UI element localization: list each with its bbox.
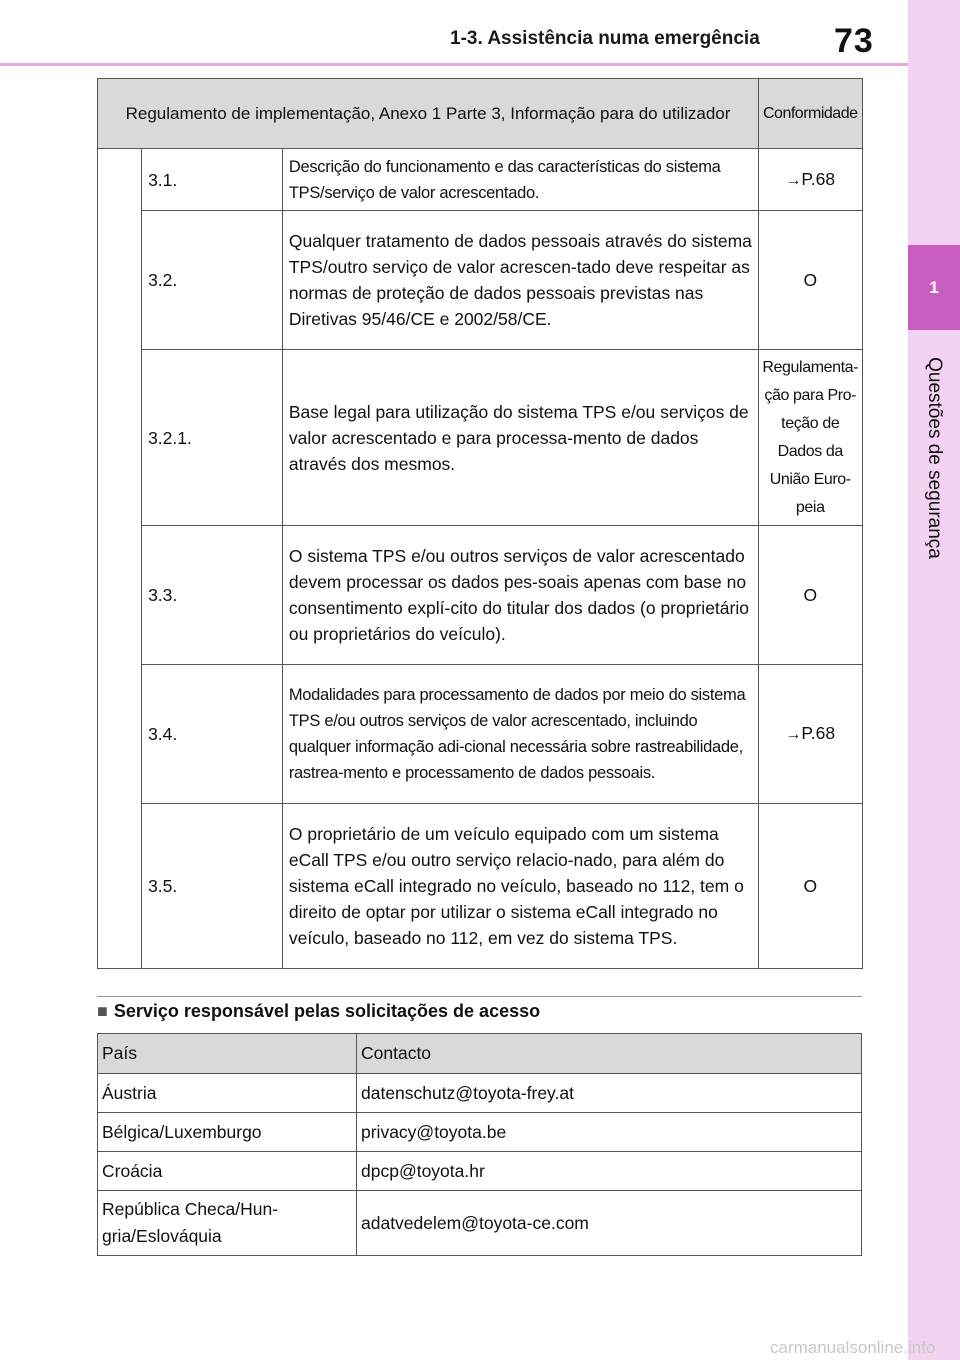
- arrow-right-icon: →: [785, 171, 802, 189]
- column-header-country: País: [98, 1034, 357, 1074]
- section-heading: [97, 1001, 540, 1022]
- page-reference[interactable]: P.68: [801, 723, 836, 743]
- row-description: O proprietário de um veículo equipado com um sistema eCall TPS e/ou outro serviço relacio-nado, para além do sistema eCall integrado no veículo, baseado no 112, tem o direito de optar por utilizar o sistema eCall integrado no veículo, baseado no 112, em vez do sistema TPS.: [282, 804, 758, 969]
- contacts-table: [97, 1033, 862, 1256]
- contact-email[interactable]: privacy@toyota.be: [357, 1113, 862, 1152]
- row-conformity: O: [759, 526, 863, 665]
- watermark: carmanualsonline.info: [770, 1338, 936, 1357]
- header-divider: [0, 63, 908, 66]
- chapter-title: Questões de segurança: [924, 357, 945, 559]
- chapter-number: 1: [929, 277, 939, 297]
- table-row: [98, 1152, 862, 1191]
- column-header-contact: Contacto: [357, 1034, 862, 1074]
- row-description: Modalidades para processamento de dados por meio do sistema TPS e/ou outros serviços de valor acrescentado, incluindo qualquer informação adi-cional necessária sobre rastreabilidade, rastrea-mento e processamento de dados pessoais.: [282, 665, 758, 804]
- arrow-right-icon: →: [785, 726, 802, 743]
- row-number: 3.4.: [142, 665, 283, 804]
- table-row: [98, 526, 863, 665]
- page-number: 73: [834, 22, 874, 60]
- table-header-row: [98, 79, 863, 149]
- country-cell: Croácia: [98, 1152, 357, 1191]
- row-description: Descrição do funcionamento e das características do sistema TPS/serviço de valor acrescentado.: [282, 149, 758, 211]
- side-tab-band: [908, 0, 960, 1360]
- country-cell: Bélgica/Luxemburgo: [98, 1113, 357, 1152]
- contact-email[interactable]: datenschutz@toyota-frey.at: [357, 1074, 862, 1113]
- row-conformity: Regulamenta-ção para Pro-teção de Dados da União Euro-peia: [759, 350, 863, 526]
- table-row: [98, 804, 863, 969]
- row-conformity: [759, 149, 863, 211]
- country-cell: Áustria: [98, 1074, 357, 1113]
- table-row: [98, 1074, 862, 1113]
- contact-email[interactable]: dpcp@toyota.hr: [357, 1152, 862, 1191]
- table-header-row: [98, 1034, 862, 1074]
- header-conformity: Conformidade: [759, 79, 863, 149]
- table-row: [98, 149, 863, 211]
- row-conformity: O: [759, 211, 863, 350]
- row-number: 3.1.: [142, 149, 283, 211]
- table-row: [98, 665, 863, 804]
- page-reference[interactable]: P.68: [801, 168, 836, 189]
- row-number: 3.2.: [142, 211, 283, 350]
- table-row: [98, 1191, 862, 1256]
- row-number: 3.3.: [142, 526, 283, 665]
- chapter-number-tab[interactable]: [908, 245, 960, 330]
- section-heading-text: Serviço responsável pelas solicitações de acesso: [113, 1001, 541, 1021]
- country-cell: República Checa/Hun-gria/Eslováquia: [98, 1191, 357, 1256]
- header-regulation: Regulamento de implementação, Anexo 1 Parte 3, Informação para do utilizador: [98, 79, 759, 149]
- row-description: Qualquer tratamento de dados pessoais através do sistema TPS/outro serviço de valor acrescen-tado deve respeitar as normas de proteção de dados pessoais previstas nas Diretivas 95/46/CE e 2002/58/CE.: [282, 211, 758, 350]
- indent-cell: [98, 149, 142, 969]
- row-number: 3.5.: [142, 804, 283, 969]
- table-row: [98, 211, 863, 350]
- section-divider: [97, 996, 862, 997]
- square-bullet-icon: ■: [97, 1001, 108, 1021]
- contact-email[interactable]: adatvedelem@toyota-ce.com: [357, 1191, 862, 1256]
- row-conformity: O: [759, 804, 863, 969]
- table-row: [98, 1113, 862, 1152]
- section-title: 1-3. Assistência numa emergência: [450, 28, 760, 49]
- row-number: 3.2.1.: [142, 350, 283, 526]
- row-description: O sistema TPS e/ou outros serviços de valor acrescentado devem processar os dados pes-soais apenas com base no consentimento explí-cito do titular dos dados (o proprietário ou proprietários do veículo).: [282, 526, 758, 665]
- row-conformity: [759, 665, 863, 804]
- table-row: [98, 350, 863, 526]
- regulation-table: [97, 78, 863, 969]
- row-description: Base legal para utilização do sistema TPS e/ou serviços de valor acrescentado e para processa-mento de dados através dos mesmos.: [282, 350, 758, 526]
